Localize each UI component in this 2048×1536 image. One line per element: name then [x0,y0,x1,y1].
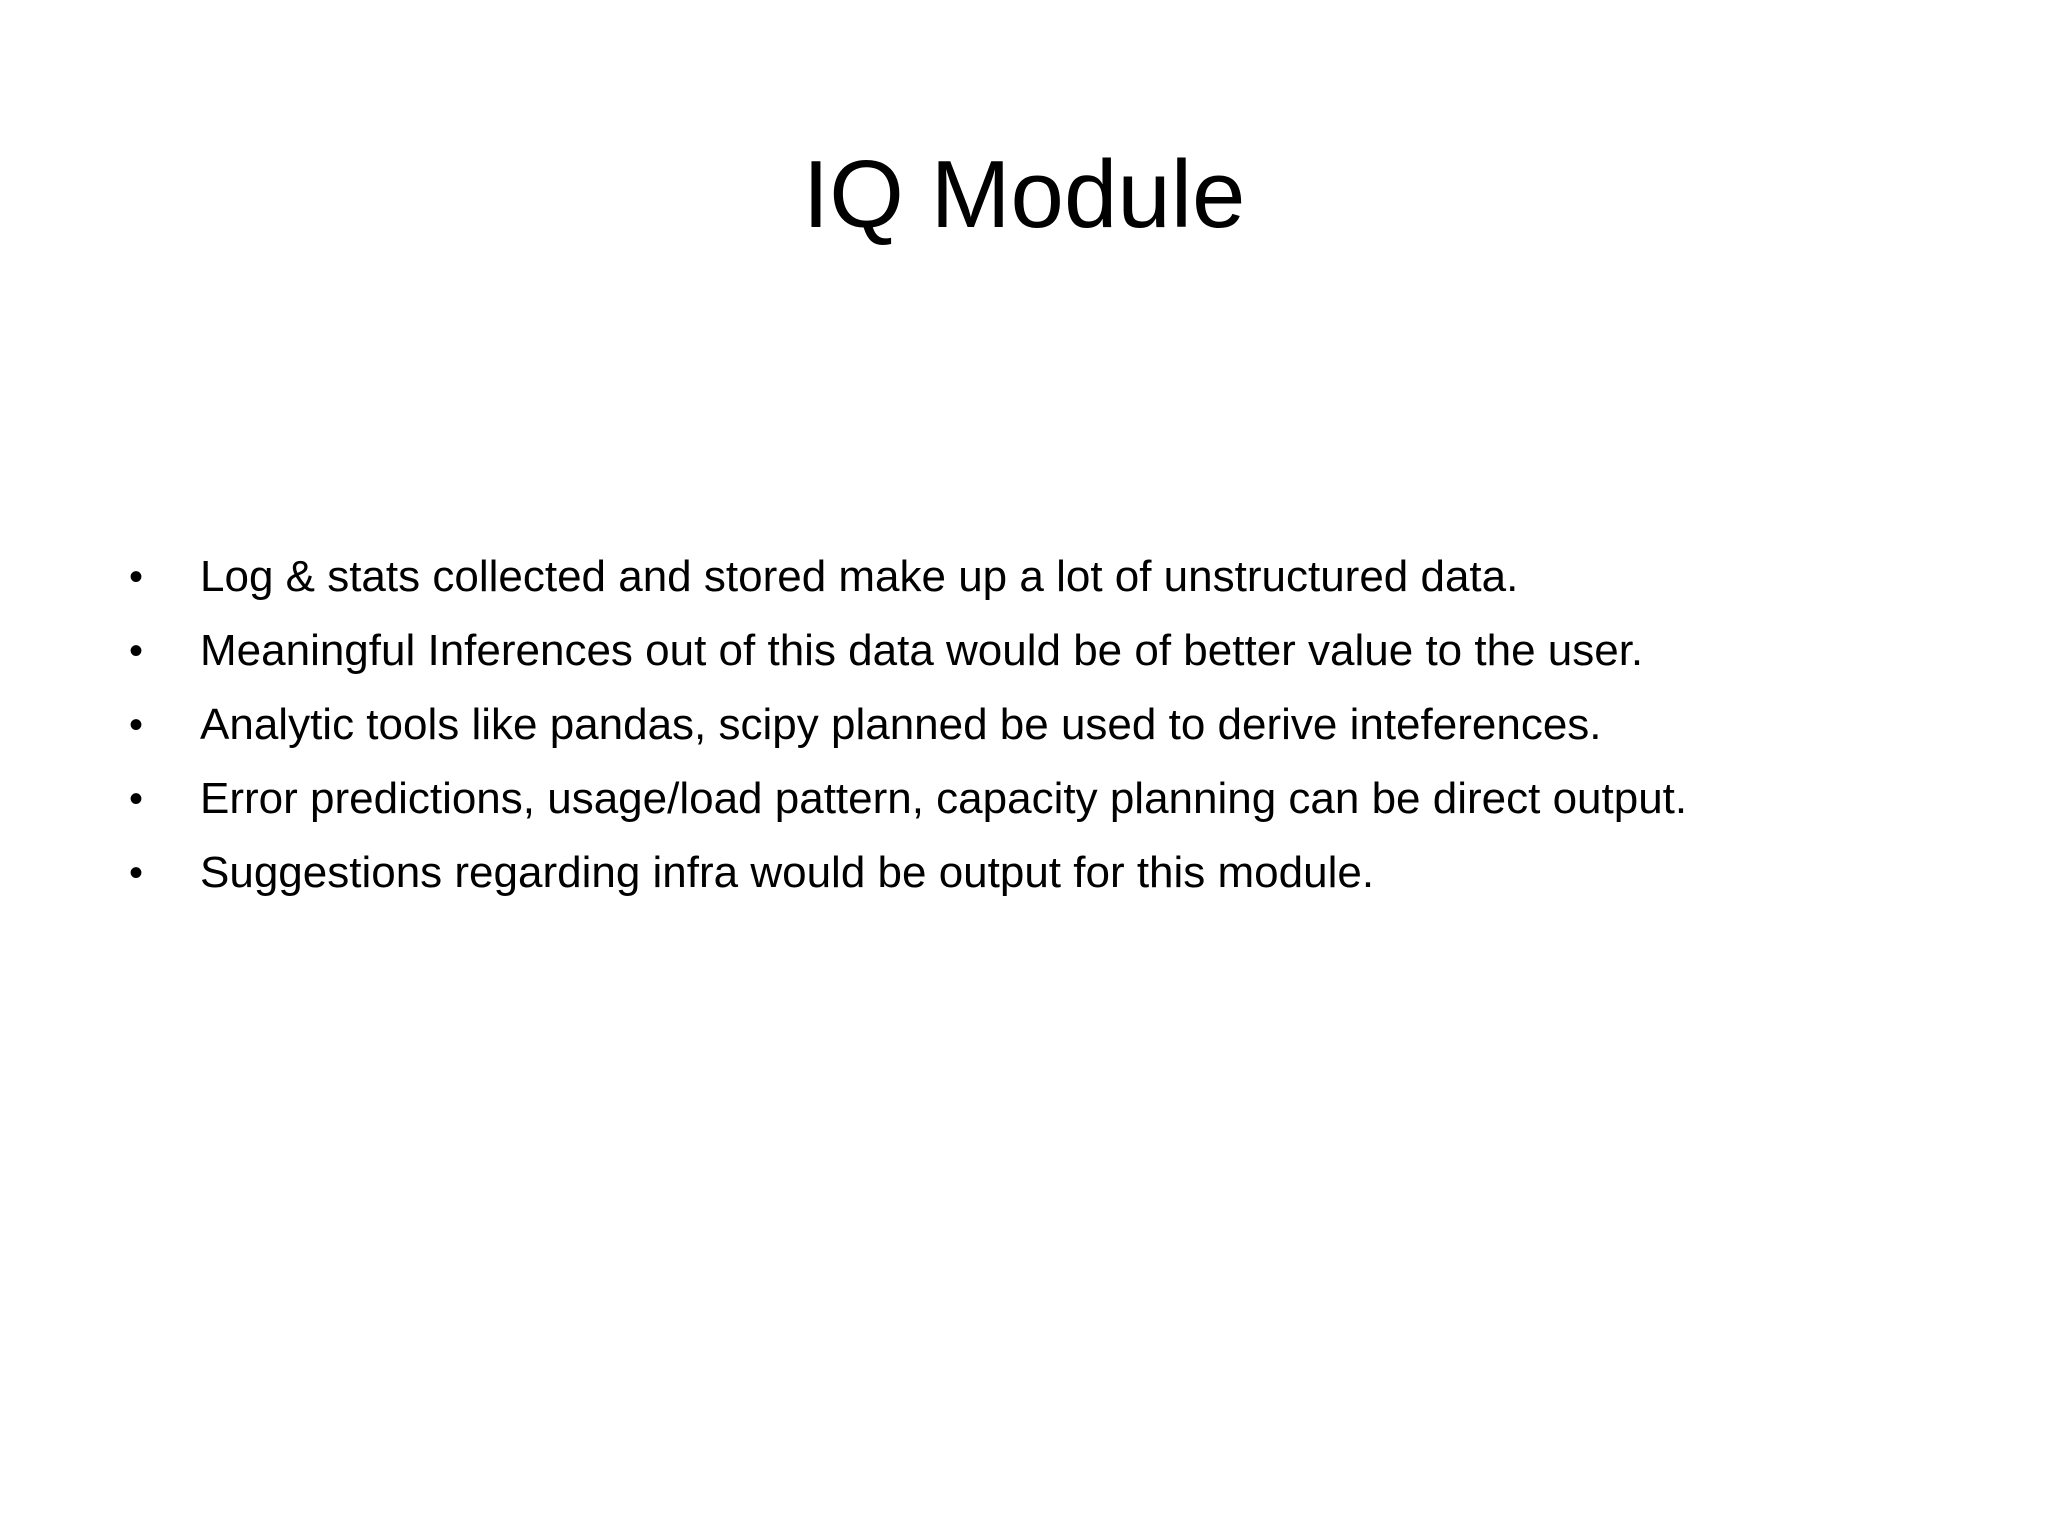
bullet-list [116,540,1956,910]
list-item [116,836,1956,910]
bullet-text: Error predictions, usage/load pattern, capacity planning can be direct output. [200,774,1688,823]
bullet-icon: • [128,777,143,821]
bullet-icon: • [128,703,143,747]
bullet-text: Analytic tools like pandas, scipy planned be used to derive inteferences. [200,700,1602,749]
bullet-text: Log & stats collected and stored make up a lot of unstructured data. [200,552,1519,601]
bullet-icon: • [128,629,143,673]
list-item [116,762,1956,836]
bullet-icon: • [128,851,143,895]
bullet-icon: • [128,555,143,599]
list-item [116,540,1956,614]
bullet-text: Suggestions regarding infra would be output for this module. [200,848,1375,897]
list-item [116,614,1956,688]
slide-title: IQ Module [802,141,1246,248]
bullet-text: Meaningful Inferences out of this data would be of better value to the user. [200,626,1644,675]
list-item [116,688,1956,762]
